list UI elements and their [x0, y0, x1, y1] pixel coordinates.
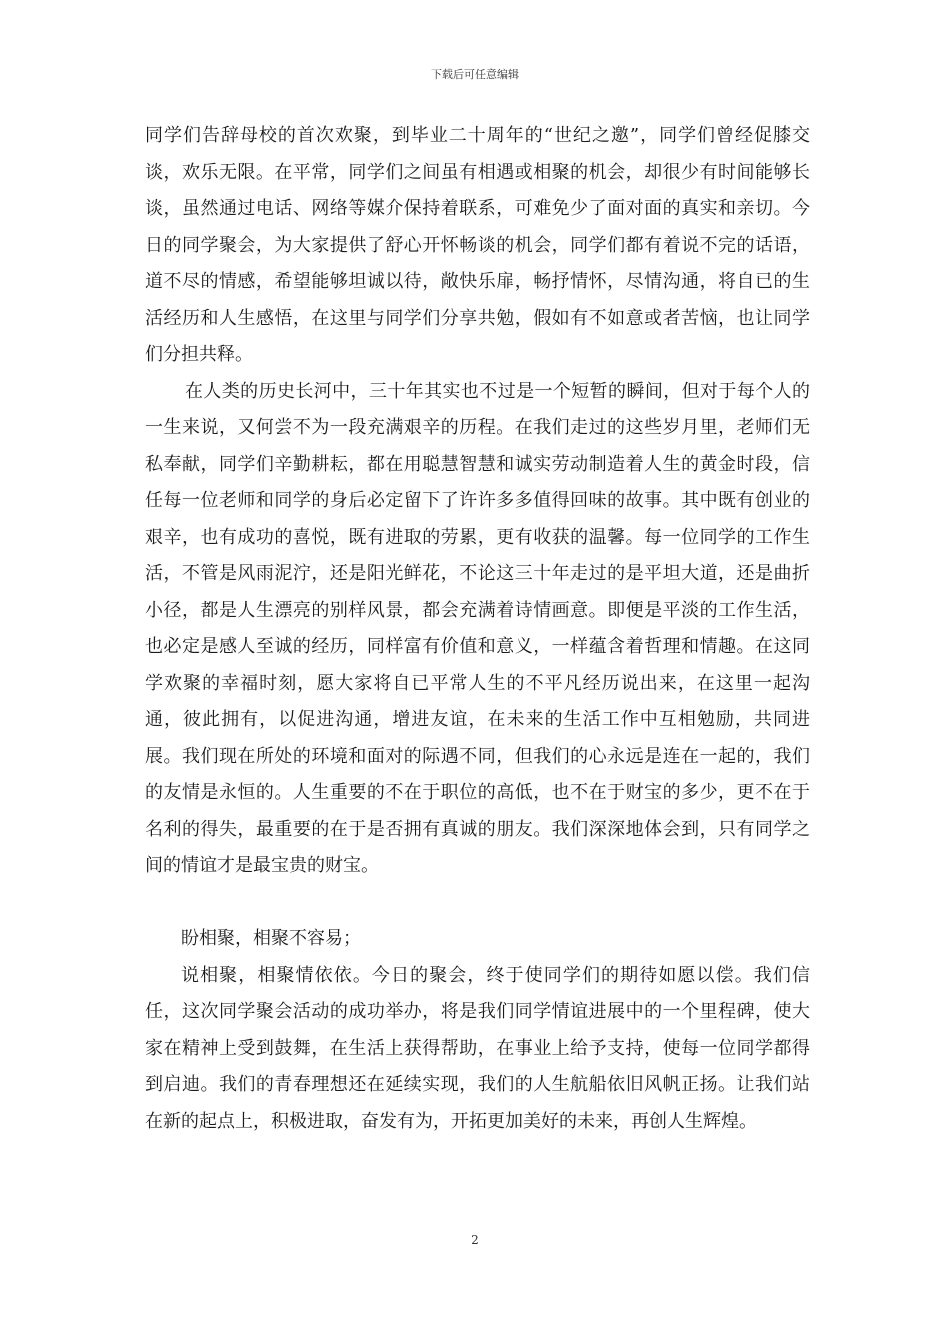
paragraph-4: 说相聚，相聚情依依。今日的聚会，终于使同学们的期待如愿以偿。我们信任，这次同学聚会活动的成功举办，将是我们同学情谊进展中的一个里程碑，使大家在精神上受到鼓舞，在生活上获得帮助，在事业上给予支持，使每一位同学都得到启迪。我们的青春理想还在延续实现，我们的人生航船依旧风帆正扬。让我们站在新的起点上，积极进取，奋发有为，开拓更加美好的未来，再创人生辉煌。 — [145, 964, 810, 1132]
page-number: 2 — [471, 1233, 479, 1247]
paragraph-3: 盼相聚，相聚不容易； — [181, 928, 361, 949]
paragraph-2: 在人类的历史长河中，三十年其实也不过是一个短暂的瞬间，但对于每个人的一生来说，又何尝不为一段充满艰辛的历程。在我们走过的这些岁月里，老师们无私奉献，同学们辛勤耕耘，都在用聪慧智慧和诚实劳动制造着人生的黄金时段，信任每一位老师和同学的身后必定留下了许许多多值得回味的故事。其中既有创业的艰辛，也有成功的喜悦，既有进取的劳累，更有收获的温馨。每一位同学的工作生活，不管是风雨泥泞，还是阳光鲜花，不论这三十年走过的是平坦大道，还是曲折小径，都是人生漂亮的别样风景，都会充满着诗情画意。即便是平淡的工作生活，也必定是感人至诚的经历，同样富有价值和意义，一样蕴含着哲理和情趣。在这同学欢聚的幸福时刻，愿大家将自已平常人生的不平凡经历说出来，在这里一起沟通，彼此拥有，以促进沟通，增进友谊，在未来的生活工作中互相勉励，共同进展。我们现在所处的环境和面对的际遇不同，但我们的心永远是连在一起的，我们的友情是永恒的。人生重要的不在于职位的高低，也不在于财宝的多少，更不在于名利的得失，最重要的在于是否拥有真诚的朋友。我们深深地体会到，只有同学之间的情谊才是最宝贵的财宝。 — [145, 380, 810, 876]
paragraph-spacer — [145, 885, 810, 922]
document-body — [145, 118, 810, 1140]
page-header: 下载后可任意编辑 — [431, 68, 519, 81]
paragraph-1: 同学们告辞母校的首次欢聚，到毕业二十周年的“世纪之邀”，同学们曾经促膝交谈，欢乐无限。在平常，同学们之间虽有相遇或相聚的机会，却很少有时间能够长谈，虽然通过电话、网络等媒介保持着联系，可难免少了面对面的真实和亲切。今日的同学聚会，为大家提供了舒心开怀畅谈的机会，同学们都有着说不完的话语，道不尽的情感，希望能够坦诚以待，敞快乐扉，畅抒情怀，尽情沟通，将自已的生活经历和人生感悟，在这里与同学们分享共勉，假如有不如意或者苦恼，也让同学们分担共释。 — [145, 125, 810, 365]
